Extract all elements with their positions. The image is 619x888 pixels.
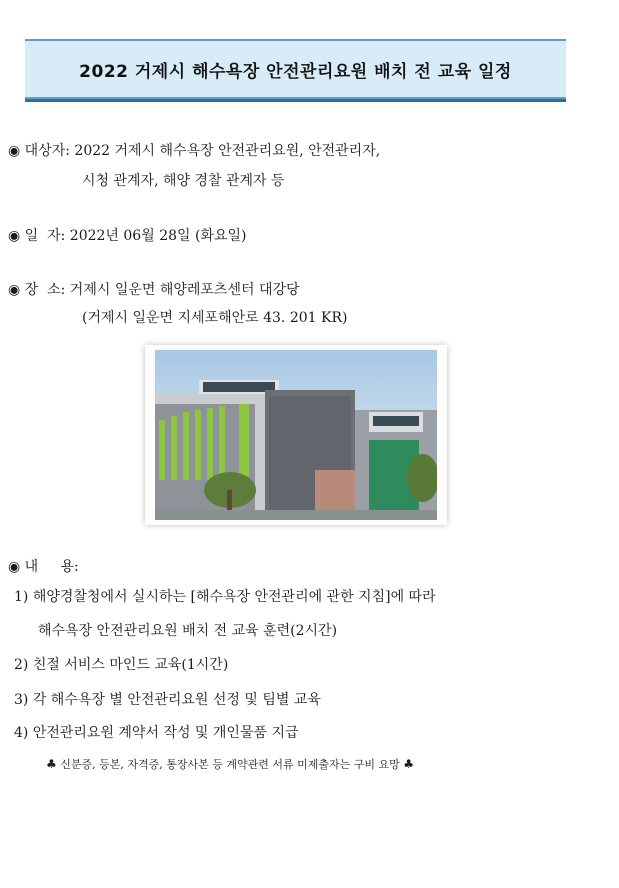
content-item-4: 4) 안전관리요원 계약서 작성 및 개인물품 지급 (14, 725, 299, 741)
date-label: 일 자: (24, 228, 66, 244)
place-line-2: (거제시 일운면 지세포해안로 43. 201 KR) (82, 310, 348, 326)
date-row (8, 225, 246, 245)
bullet-icon: ◉ (8, 559, 21, 575)
place-line-1: 거제시 일운면 해양레포츠센터 대강당 (69, 282, 300, 298)
place-label: 장 소: (24, 282, 66, 298)
bullet-icon: ◉ (8, 143, 21, 159)
target-line-2: 시청 관계자, 해양 경찰 관계자 등 (82, 173, 285, 189)
content-item-1-cont: 해수욕장 안전관리요원 배치 전 교육 훈련(2시간) (38, 623, 338, 639)
building-photo-icon (155, 350, 437, 520)
target-label: 대상자: (24, 143, 70, 159)
date-value: 2022년 06월 28일 (화요일) (69, 228, 247, 244)
building-photo (145, 345, 447, 525)
club-icon: ♣ (403, 757, 415, 771)
bullet-icon: ◉ (8, 228, 21, 244)
club-icon: ♣ (46, 757, 57, 771)
content-item-3: 3) 각 해수욕장 별 안전관리요원 선정 및 팀별 교육 (14, 692, 321, 708)
page-title: 2022 거제시 해수욕장 안전관리요원 배치 전 교육 일정 (79, 61, 512, 82)
place-row (8, 279, 300, 299)
target-row (8, 140, 380, 160)
note-text: 신분증, 등본, 자격증, 통장사본 등 계약관련 서류 미제출자는 구비 요망 (60, 758, 400, 771)
content-item-1: 1) 해양경찰청에서 실시하는 [해수욕장 안전관리에 관한 지침]에 따라 (14, 589, 436, 605)
content-item-2: 2) 친절 서비스 마인드 교육(1시간) (14, 657, 229, 673)
bullet-icon: ◉ (8, 282, 21, 298)
target-line-1: 2022 거제시 해수욕장 안전관리요원, 안전관리자, (74, 143, 381, 159)
title-box (25, 39, 566, 99)
content-label: 내 용: (24, 559, 79, 575)
note (46, 756, 414, 772)
content-row (8, 556, 79, 576)
